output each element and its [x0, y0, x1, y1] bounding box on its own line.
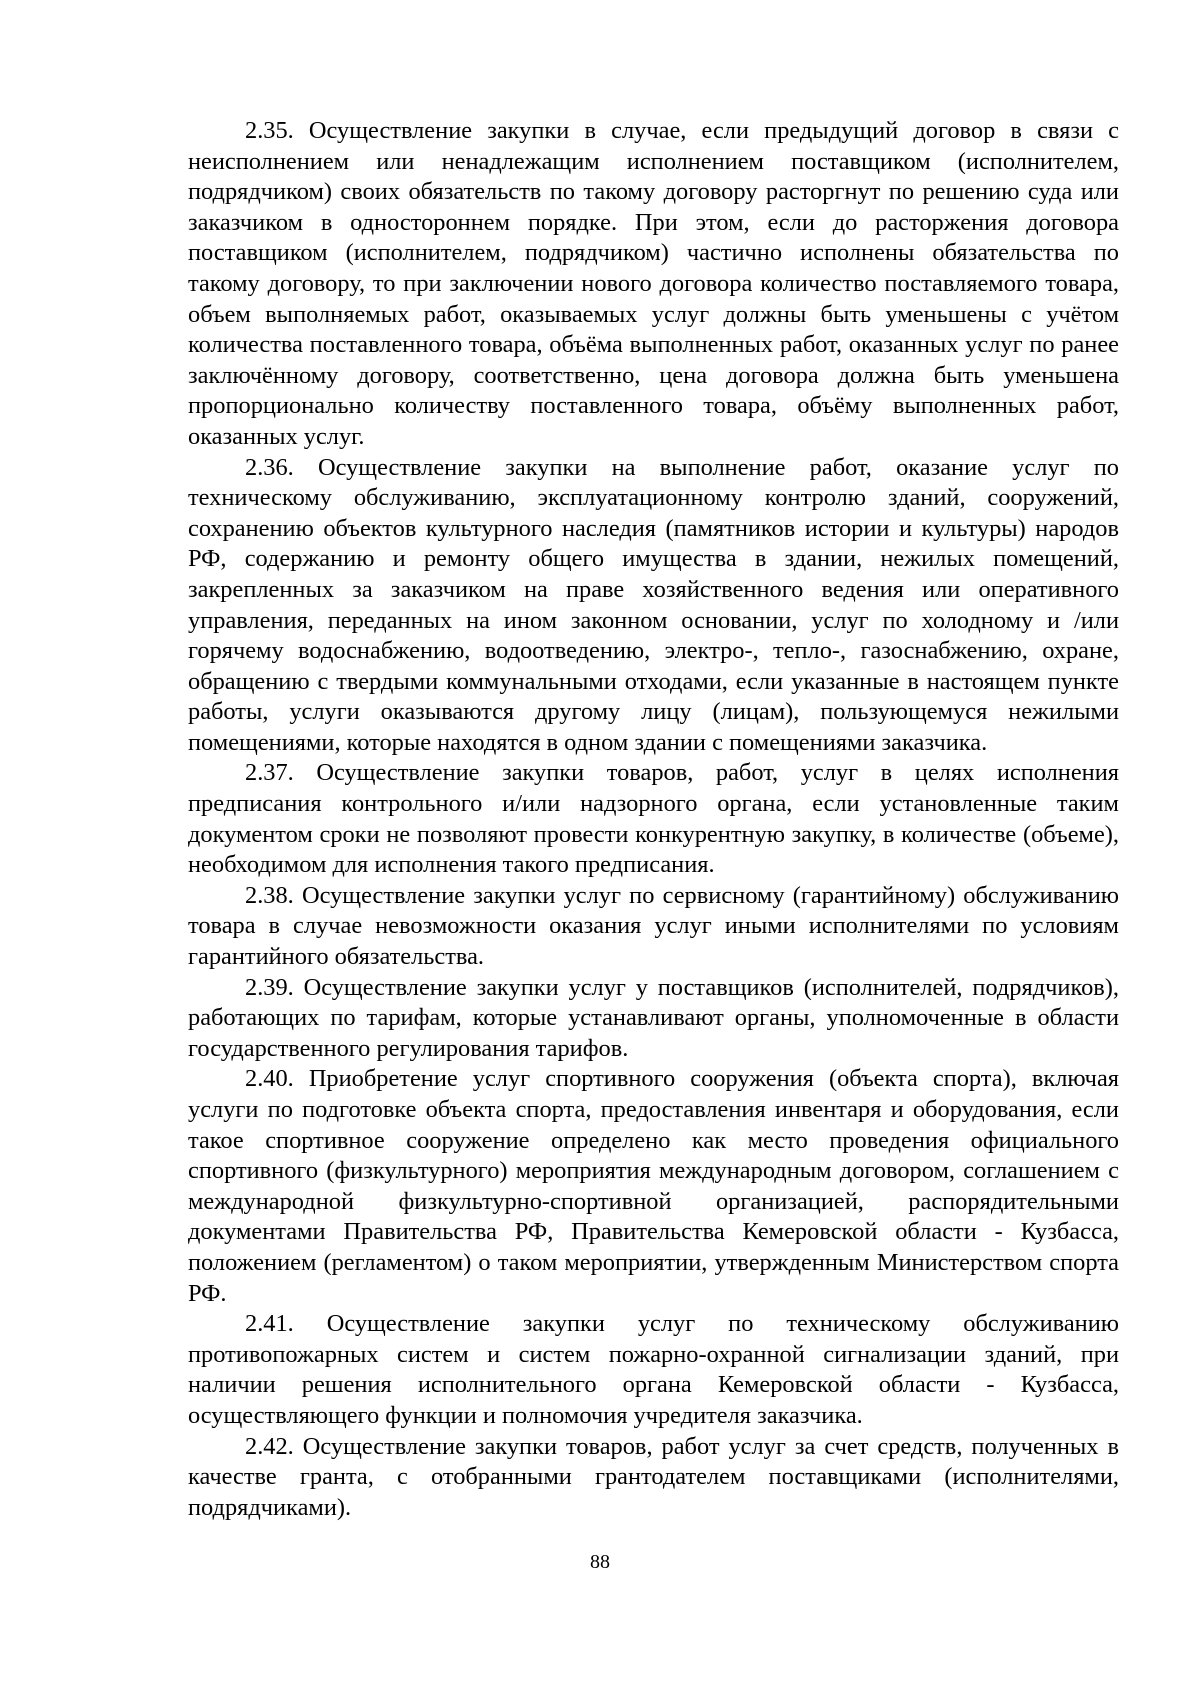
document-body — [188, 116, 1119, 1523]
paragraph-2-35: 2.35. Осуществление закупки в случае, если предыдущий договор в связи с неисполнением или ненадлежащим исполнением поставщиком (исполнителем, подрядчиком) своих обязательств по такому договору расторгнут по решению суда или заказчиком в одностороннем порядке. При этом, если до расторжения договора поставщиком (исполнителем, подрядчиком) частично исполнены обязательства по такому договору, то при заключении нового договора количество поставляемого товара, объем выполняемых работ, оказываемых услуг должны быть уменьшены с учётом количества поставленного товара, объёма выполненных работ, оказанных услуг по ранее заключённому договору, соответственно, цена договора должна быть уменьшена пропорционально количеству поставленного товара, объёму выполненных работ, оказанных услуг. — [188, 117, 1119, 450]
paragraph-2-42: 2.42. Осуществление закупки товаров, работ услуг за счет средств, полученных в качестве гранта, с отобранными грантодателем поставщиками (исполнителями, подрядчиками). — [188, 1432, 1119, 1521]
paragraph-2-37: 2.37. Осуществление закупки товаров, работ, услуг в целях исполнения предписания контрольного и/или надзорного органа, если установленные таким документом сроки не позволяют провести конкурентную закупку, в количестве (объеме), необходимом для исполнения такого предписания. — [188, 759, 1119, 879]
page-number: 88 — [590, 1551, 610, 1573]
paragraph-2-38: 2.38. Осуществление закупки услуг по сервисному (гарантийному) обслуживанию товара в случае невозможности оказания услуг иными исполнителями по условиям гарантийного обязательства. — [188, 881, 1119, 971]
paragraph-2-36: 2.36. Осуществление закупки на выполнение работ, оказание услуг по техническому обслуживанию, эксплуатационному контролю зданий, сооружений, сохранению объектов культурного наследия (памятников истории и культуры) народов РФ, содержанию и ремонту общего имущества в здании, нежилых помещений, закрепленных за заказчиком на праве хозяйственного ведения или оперативного управления, переданных на ином законном основании, услуг по холодному и /или горячему водоснабжению, водоотведению, электро-, тепло-, газоснабжению, охране, обращению с твердыми коммунальными отходами, если указанные в настоящем пункте работы, услуги оказываются другому лицу (лицам), пользующемуся нежилыми помещениями, которые находятся в одном здании с помещениями заказчика. — [188, 453, 1119, 756]
paragraph-2-40: 2.40. Приобретение услуг спортивного сооружения (объекта спорта), включая услуги по подготовке объекта спорта, предоставления инвентаря и оборудования, если такое спортивное сооружение определено как место проведения официального спортивного (физкультурного) мероприятия международным договором, соглашением с международной физкультурно-спортивной организацией, распорядительными документами Правительства РФ, Правительства Кемеровской области - Кузбасса, положением (регламентом) о таком мероприятии, утвержденным Министерством спорта РФ. — [188, 1065, 1119, 1307]
paragraph-2-39: 2.39. Осуществление закупки услуг у поставщиков (исполнителей, подрядчиков), работающих по тарифам, которые устанавливают органы, уполномоченные в области государственного регулирования тарифов. — [188, 973, 1119, 1062]
paragraph-2-41: 2.41. Осуществление закупки услуг по техническому обслуживанию противопожарных систем и систем пожарно-охранной сигнализации зданий, при наличии решения исполнительного органа Кемеровской области - Кузбасса, осуществляющего функции и полномочия учредителя заказчика. — [188, 1310, 1119, 1429]
